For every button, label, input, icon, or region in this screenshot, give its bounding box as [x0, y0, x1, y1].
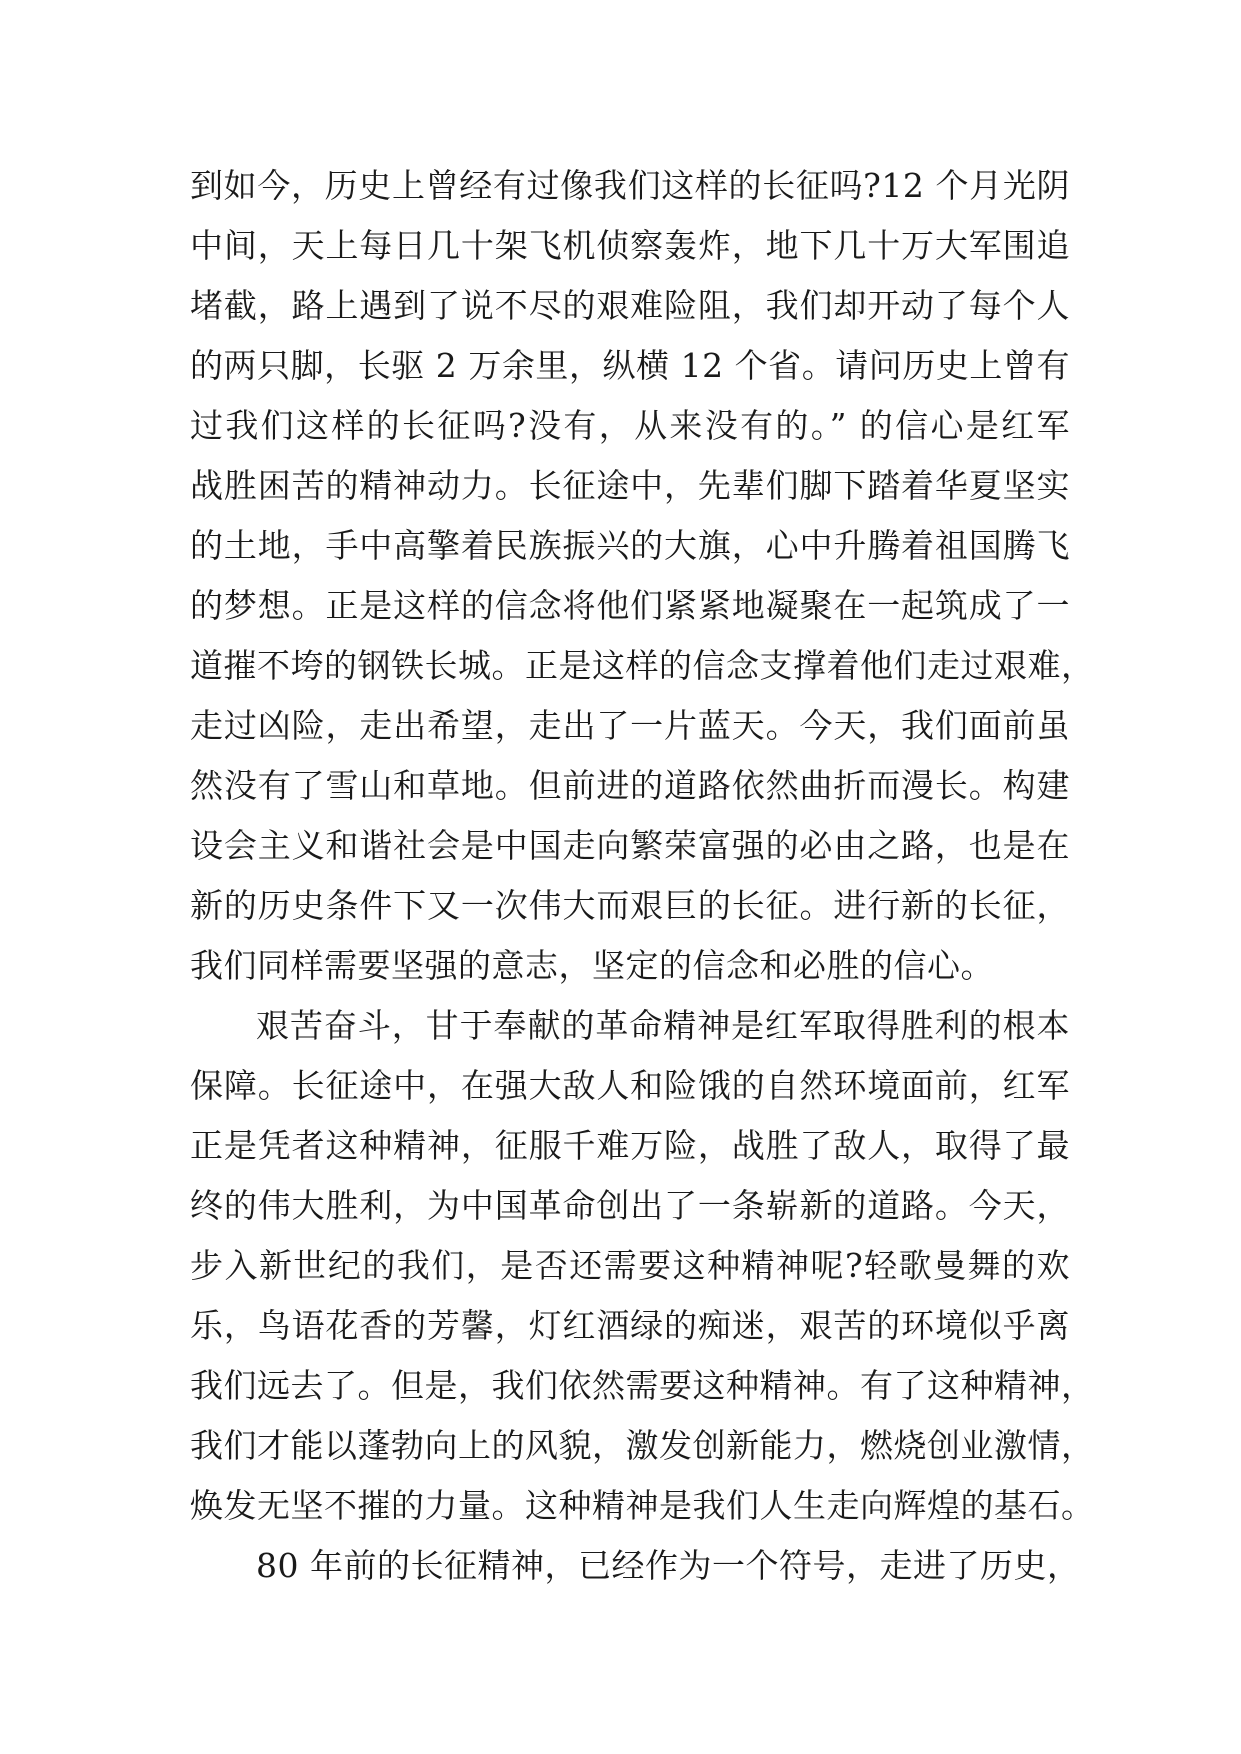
text-line: 中间，天上每日几十架飞机侦察轰炸，地下几十万大军围追: [190, 226, 1070, 265]
text-line: 终的伟大胜利，为中国革命创出了一条崭新的道路。今天，: [190, 1186, 1070, 1225]
paragraph-first-line: 80 年前的长征精神，已经作为一个符号，走进了历史，: [256, 1546, 1081, 1585]
text-line: 焕发无坚不摧的力量。这种精神是我们人生走向辉煌的基石。: [190, 1486, 1095, 1525]
text-line: 我们同样需要坚强的意志，坚定的信念和必胜的信心。: [190, 946, 994, 985]
text-line: 我们才能以蓬勃向上的风貌，激发创新能力，燃烧创业激情，: [190, 1426, 1095, 1465]
text-line: 我们远去了。但是，我们依然需要这种精神。有了这种精神，: [190, 1366, 1095, 1405]
text-line: 保障。长征途中，在强大敌人和险饿的自然环境面前，红军: [190, 1066, 1070, 1105]
text-line: 新的历史条件下又一次伟大而艰巨的长征。进行新的长征，: [190, 886, 1070, 925]
text-line: 然没有了雪山和草地。但前进的道路依然曲折而漫长。构建: [190, 766, 1070, 805]
text-line: 战胜困苦的精神动力。长征途中，先辈们脚下踏着华夏坚实: [190, 466, 1070, 505]
text-line: 过我们这样的长征吗?没有，从来没有的。” 的信心是红军: [190, 406, 1070, 445]
text-line: 的梦想。正是这样的信念将他们紧紧地凝聚在一起筑成了一: [190, 586, 1070, 625]
paragraph-first-line: 艰苦奋斗，甘于奉献的革命精神是红军取得胜利的根本: [256, 1006, 1070, 1045]
text-line: 设会主义和谐社会是中国走向繁荣富强的必由之路，也是在: [190, 826, 1070, 865]
text-line: 乐，鸟语花香的芳馨，灯红酒绿的痴迷，艰苦的环境似乎离: [190, 1306, 1070, 1345]
body-text: [190, 156, 1095, 1596]
text-line: 的两只脚，长驱 2 万余里，纵横 12 个省。请问历史上曾有: [190, 346, 1070, 385]
text-line: 到如今，历史上曾经有过像我们这样的长征吗?12 个月光阴: [190, 166, 1070, 205]
text-line: 正是凭者这种精神，征服千难万险，战胜了敌人，取得了最: [190, 1126, 1070, 1165]
text-line: 道摧不垮的钢铁长城。正是这样的信念支撑着他们走过艰难，: [190, 646, 1095, 685]
text-line: 堵截，路上遇到了说不尽的艰难险阻，我们却开动了每个人: [190, 286, 1070, 325]
text-line: 走过凶险，走出希望，走出了一片蓝天。今天，我们面前虽: [190, 706, 1070, 745]
text-line: 步入新世纪的我们，是否还需要这种精神呢?轻歌曼舞的欢: [190, 1246, 1070, 1285]
text-line: 的土地，手中高擎着民族振兴的大旗，心中升腾着祖国腾飞: [190, 526, 1070, 565]
